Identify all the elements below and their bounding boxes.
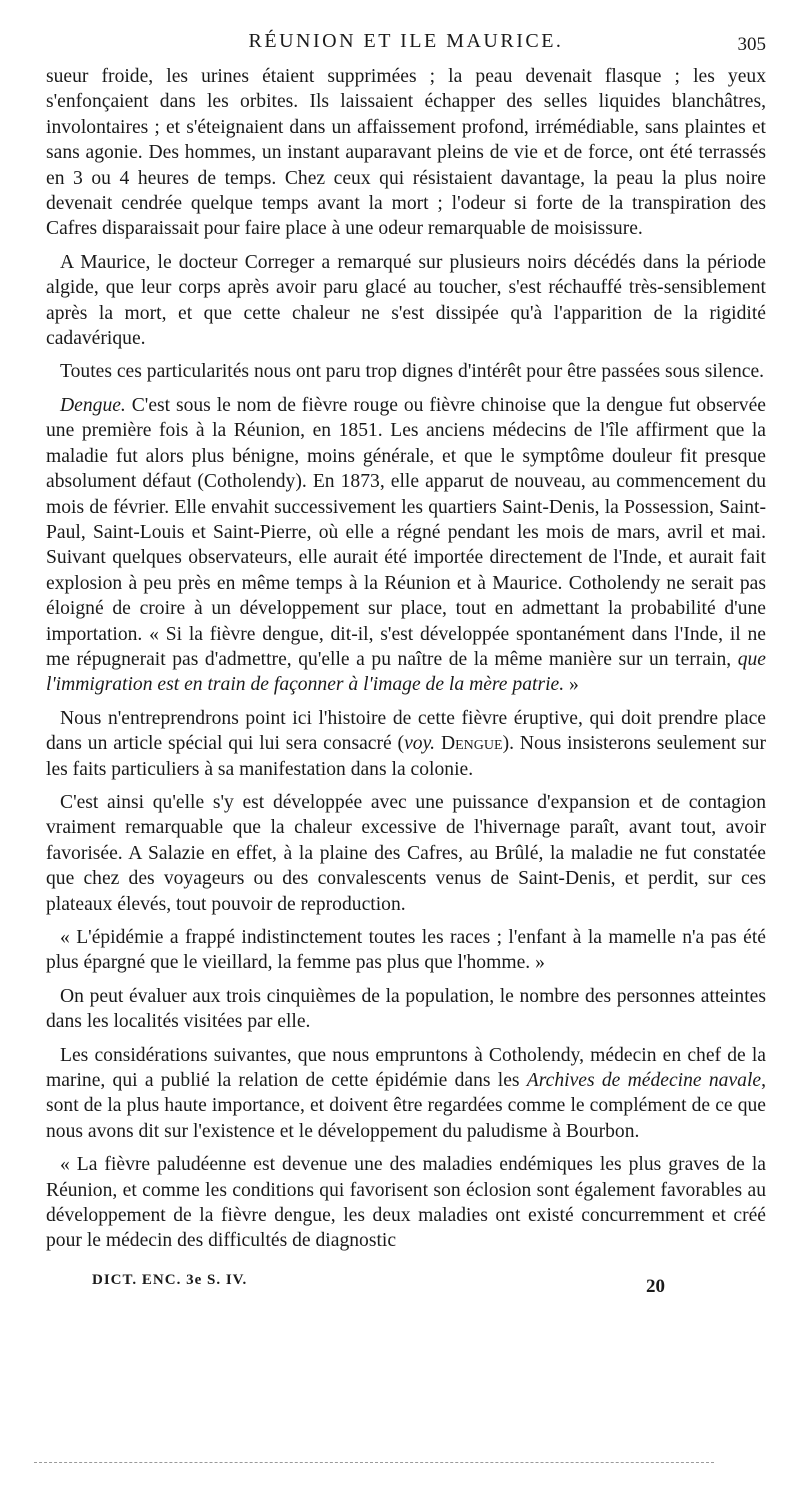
running-title: RÉUNION ET ILE MAURICE. xyxy=(248,30,564,52)
text-run: Toutes ces particularités nous ont paru trop dignes d'intérêt pour être passées sous silence. xyxy=(60,361,765,383)
paragraph xyxy=(46,984,766,1035)
signature-number: 20 xyxy=(646,1275,665,1297)
text-run: , sont de la plus haute importance, et doivent être regardées comme le complément de ce que nous avons dit sur l'existence et le développement du paludisme à Bourbon. xyxy=(46,1070,766,1142)
page xyxy=(46,30,766,1302)
italic-text: que l'immigration est en train de façonner à l'image de la mère patrie. xyxy=(46,648,766,696)
text-run: On peut évaluer aux trois cinquièmes de la population, le nombre des personnes atteintes dans les localités visitées par elle. xyxy=(46,985,766,1033)
text-run: C'est ainsi qu'elle s'y est développée avec une puissance d'expansion et de contagion vraiment remarquable que la chaleur excessive de l'hivernage paraît, avant tout, avoir favorisée. A Salazie en effet, à la plaine des Cafres, au Brûlé, la maladie ne fut constatée que chez des voyageurs ou des convalescents venus de Saint-Denis, et perdit, sur ces plateaux élevés, tout pouvoir de reproduction. xyxy=(46,791,766,915)
page-number: 305 xyxy=(737,34,766,55)
paragraph xyxy=(46,250,766,352)
bottom-rule xyxy=(34,1462,714,1463)
text-run: Nous n'entreprendrons point ici l'histoire de cette fièvre éruptive, qui doit prendre place dans un article spécial qui lui sera consacré ( xyxy=(46,707,766,755)
smallcaps-text: Dengue xyxy=(440,733,503,755)
paragraph xyxy=(46,1152,766,1254)
paragraph xyxy=(46,790,766,917)
italic-text: voy. xyxy=(404,733,436,755)
italic-text: Archives de médecine navale xyxy=(526,1070,762,1092)
paragraph xyxy=(46,393,766,698)
paragraph xyxy=(46,64,766,242)
paragraph xyxy=(46,925,766,976)
page-header xyxy=(46,30,766,64)
text-run: Les considérations suivantes, que nous empruntons à Cotholendy, médecin en chef de la marine, qui a publié la relation de cette épidémie dans les xyxy=(46,1044,766,1092)
printer-signature: DICT. ENC. 3e S. IV. xyxy=(92,1271,248,1288)
paragraph xyxy=(46,706,766,782)
text-run: ). Nous insisterons seulement sur les faits particuliers à sa manifestation dans la colonie. xyxy=(46,733,767,780)
text-run: « La fièvre paludéenne est devenue une des maladies endémiques les plus graves de la Réunion, et comme les conditions qui favorisent son éclosion sont également favorables au développement de la fièvre dengue, les deux maladies ont existé concurremment et créé pour le médecin des difficultés de diagnostic xyxy=(46,1154,766,1252)
text-run: sueur froide, les urines étaient supprimées ; la peau devenait flasque ; les yeux s'enfonçaient dans les orbites. Ils laissaient échapper des selles liquides blanchâtres, involontaires ; et s'éteignaient dans un affaissement profond, irrémédiable, sans plaintes et sans agonie. Des hommes, un instant auparavant pleins de vie et de force, ont été terrassés en 3 ou 4 heures de temps. Chez ceux qui résistaient davantage, la peau la plus noire devenait cendrée quelque temps avant la mort ; l'odeur si forte de la transpiration des Cafres disparaissait pour faire place à une odeur remarquable de moisissure. xyxy=(46,66,766,240)
text-run: C'est sous le nom de fièvre rouge ou fièvre chinoise que la dengue fut observée une première fois à la Réunion, en 1851. Les anciens médecins de l'île affirment que la maladie fut alors plus bénigne, moins générale, et que le symptôme douleur fit presque absolument défaut (Cotholendy). En 1873, elle apparut de nouveau, au commencement du mois de février. Elle envahit successivement les quartiers Saint-Denis, la Possession, Saint-Paul, Saint-Louis et Saint-Pierre, où elle a régné pendant les mois de mars, avril et mai. Suivant quelques observateurs, elle aurait été importée directement de l'Inde, et aurait fait explosion à peu près en même temps à la Réunion et à Maurice. Cotholendy ne serait pas éloigné de croire à un développement sur place, tout en admettant la probabilité d'une importation. « Si la fièvre dengue, dit-il, s'est développée spontanément dans l'Inde, il ne me répugnerait pas d'admettre, qu'elle a pu naître de la même manière sur un terrain, xyxy=(46,394,766,670)
text-run: » xyxy=(564,674,579,696)
paragraph xyxy=(46,359,766,384)
text-run: « L'épidémie a frappé indistinctement toutes les races ; l'enfant à la mamelle n'a pas été plus épargné que le vieillard, la femme pas plus que l'homme. » xyxy=(46,927,766,974)
body-text xyxy=(46,64,766,1254)
text-run: A Maurice, le docteur Correger a remarqué sur plusieurs noirs décédés dans la période algide, que leur corps après avoir paru glacé au toucher, s'est réchauffé très-sensiblement après la mort, et que cette chaleur ne s'est dissipée qu'à l'apparition de la rigidité cadavérique. xyxy=(46,251,766,350)
paragraph xyxy=(46,1043,766,1145)
italic-text: Dengue. xyxy=(60,394,126,416)
page-footer xyxy=(46,1262,766,1302)
